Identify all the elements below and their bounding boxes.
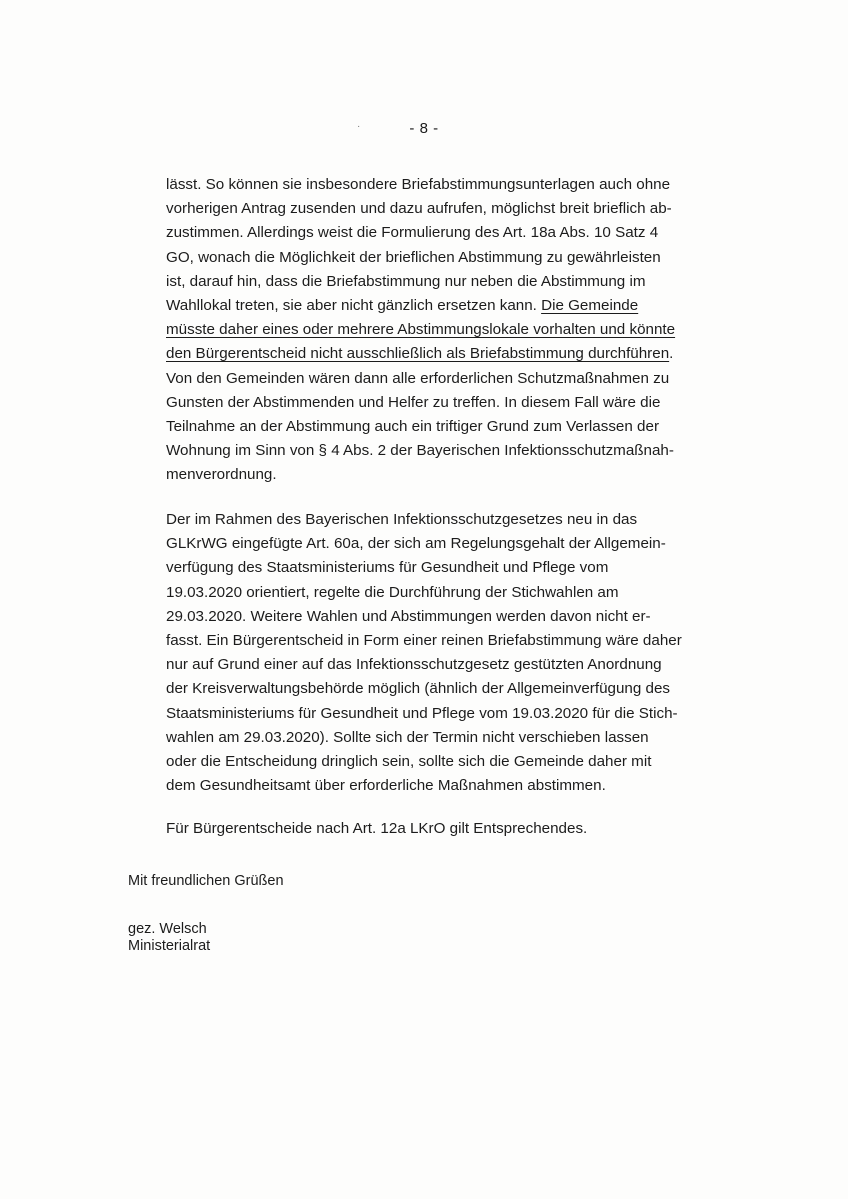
text-run: dem Gesundheitsamt über erforderliche Maßnahmen abstimmen.: [166, 777, 606, 795]
closing-greeting: Mit freundlichen Grüßen: [128, 873, 284, 889]
text-run: fasst. Ein Bürgerentscheid in Form einer reinen Briefabstimmung wäre daher: [166, 631, 682, 649]
text-line: [166, 629, 682, 653]
text-run: nur auf Grund einer auf das Infektionsschutzgesetz gestützten Anordnung: [166, 656, 662, 674]
text-line: [166, 702, 678, 726]
text-line: [166, 197, 672, 221]
page-number-text: - 8 -: [409, 120, 439, 137]
text-run: vorherigen Antrag zusenden und dazu aufrufen, möglichst breit brieflich ab-: [166, 200, 672, 218]
text-line: [166, 508, 646, 532]
text-run: Teilnahme an der Abstimmung auch ein triftiger Grund zum Verlassen der: [166, 417, 659, 435]
text-run: 29.03.2020. Weitere Wahlen und Abstimmungen werden davon nicht er-: [166, 607, 651, 625]
page-number: [0, 120, 848, 137]
text-run: menverordnung.: [166, 466, 277, 484]
text-run: lässt. So können sie insbesondere Briefabstimmungsunterlagen auch ohne: [166, 176, 671, 193]
text-run: zustimmen. Allerdings weist die Formulierung des Art. 18a Abs. 10 Satz 4: [166, 224, 659, 242]
text-line: [166, 605, 651, 629]
underlined-text: Die Gemeinde: [541, 296, 639, 314]
text-line: [166, 677, 671, 701]
text-run: wahlen am 29.03.2020). Sollte sich der Termin nicht verschieben lassen: [166, 728, 649, 746]
text-run: GLKrWG eingefügte Art. 60a, der sich am Regelungsgehalt der Allgemein-: [166, 535, 666, 553]
text-line: [166, 270, 646, 294]
text-line: [166, 581, 646, 605]
signature-block: [128, 921, 210, 955]
text-run: Staatsministeriums für Gesundheit und Pflege vom 19.03.2020 für die Stich-: [166, 704, 678, 722]
text-line: [166, 556, 646, 580]
underlined-text: müsste daher eines oder mehrere Abstimmungslokale vorhalten und könnte: [166, 321, 676, 339]
text-line: [166, 439, 674, 463]
text-line: [166, 726, 649, 750]
text-line: [166, 342, 674, 366]
paragraph-postal-vote: [166, 173, 676, 487]
text-run: oder die Entscheidung dringlich sein, sollte sich die Gemeinde daher mit: [166, 752, 652, 770]
underlined-text: den Bürgerentscheid nicht ausschließlich als Briefabstimmung durchführen: [166, 345, 670, 363]
text-line: [166, 532, 666, 556]
text-run: Von den Gemeinden wären dann alle erforderlichen Schutzmaßnahmen zu: [166, 369, 670, 387]
text-line: [166, 774, 646, 798]
text-line: [166, 415, 659, 439]
text-run: Wahllokal treten, sie aber nicht gänzlich ersetzen kann.: [166, 296, 542, 314]
paragraph-lkro: [166, 817, 646, 841]
text-line: [166, 221, 659, 245]
text-line: [166, 391, 661, 415]
scan-speck: ·: [357, 121, 361, 132]
text-run: Wohnung im Sinn von § 4 Abs. 2 der Bayerischen Infektionsschutzmaßnah-: [166, 442, 674, 460]
text-run: GO, wonach die Möglichkeit der brieflichen Abstimmung zu gewährleisten: [166, 248, 661, 266]
text-run: Der im Rahmen des Bayerischen Infektionsschutzgesetzes neu in das: [166, 511, 638, 528]
text-line: [166, 246, 661, 270]
text-line: [166, 173, 671, 197]
text-run: ist, darauf hin, dass die Briefabstimmung nur neben die Abstimmung im: [166, 272, 646, 290]
text-run: verfügung des Staatsministeriums für Gesundheit und Pflege vom: [166, 559, 609, 577]
text-line: [166, 817, 646, 841]
text-run: der Kreisverwaltungsbehörde möglich (ähnlich der Allgemeinverfügung des: [166, 680, 671, 698]
text-line: [166, 750, 652, 774]
text-run: 19.03.2020 orientiert, regelte die Durchführung der Stichwahlen am: [166, 583, 619, 601]
paragraph-glkrwg-art60a: [166, 508, 682, 798]
text-line: [166, 367, 670, 391]
text-line: [166, 294, 646, 318]
signature-name: gez. Welsch: [128, 921, 207, 937]
text-line: [166, 318, 676, 342]
text-line: [166, 653, 662, 677]
text-run: .: [669, 345, 674, 363]
text-line: [166, 463, 646, 487]
signature-title: Ministerialrat: [128, 938, 211, 954]
text-run: Gunsten der Abstimmenden und Helfer zu treffen. In diesem Fall wäre die: [166, 393, 661, 411]
text-run: Für Bürgerentscheide nach Art. 12a LKrO gilt Entsprechendes.: [166, 820, 588, 837]
